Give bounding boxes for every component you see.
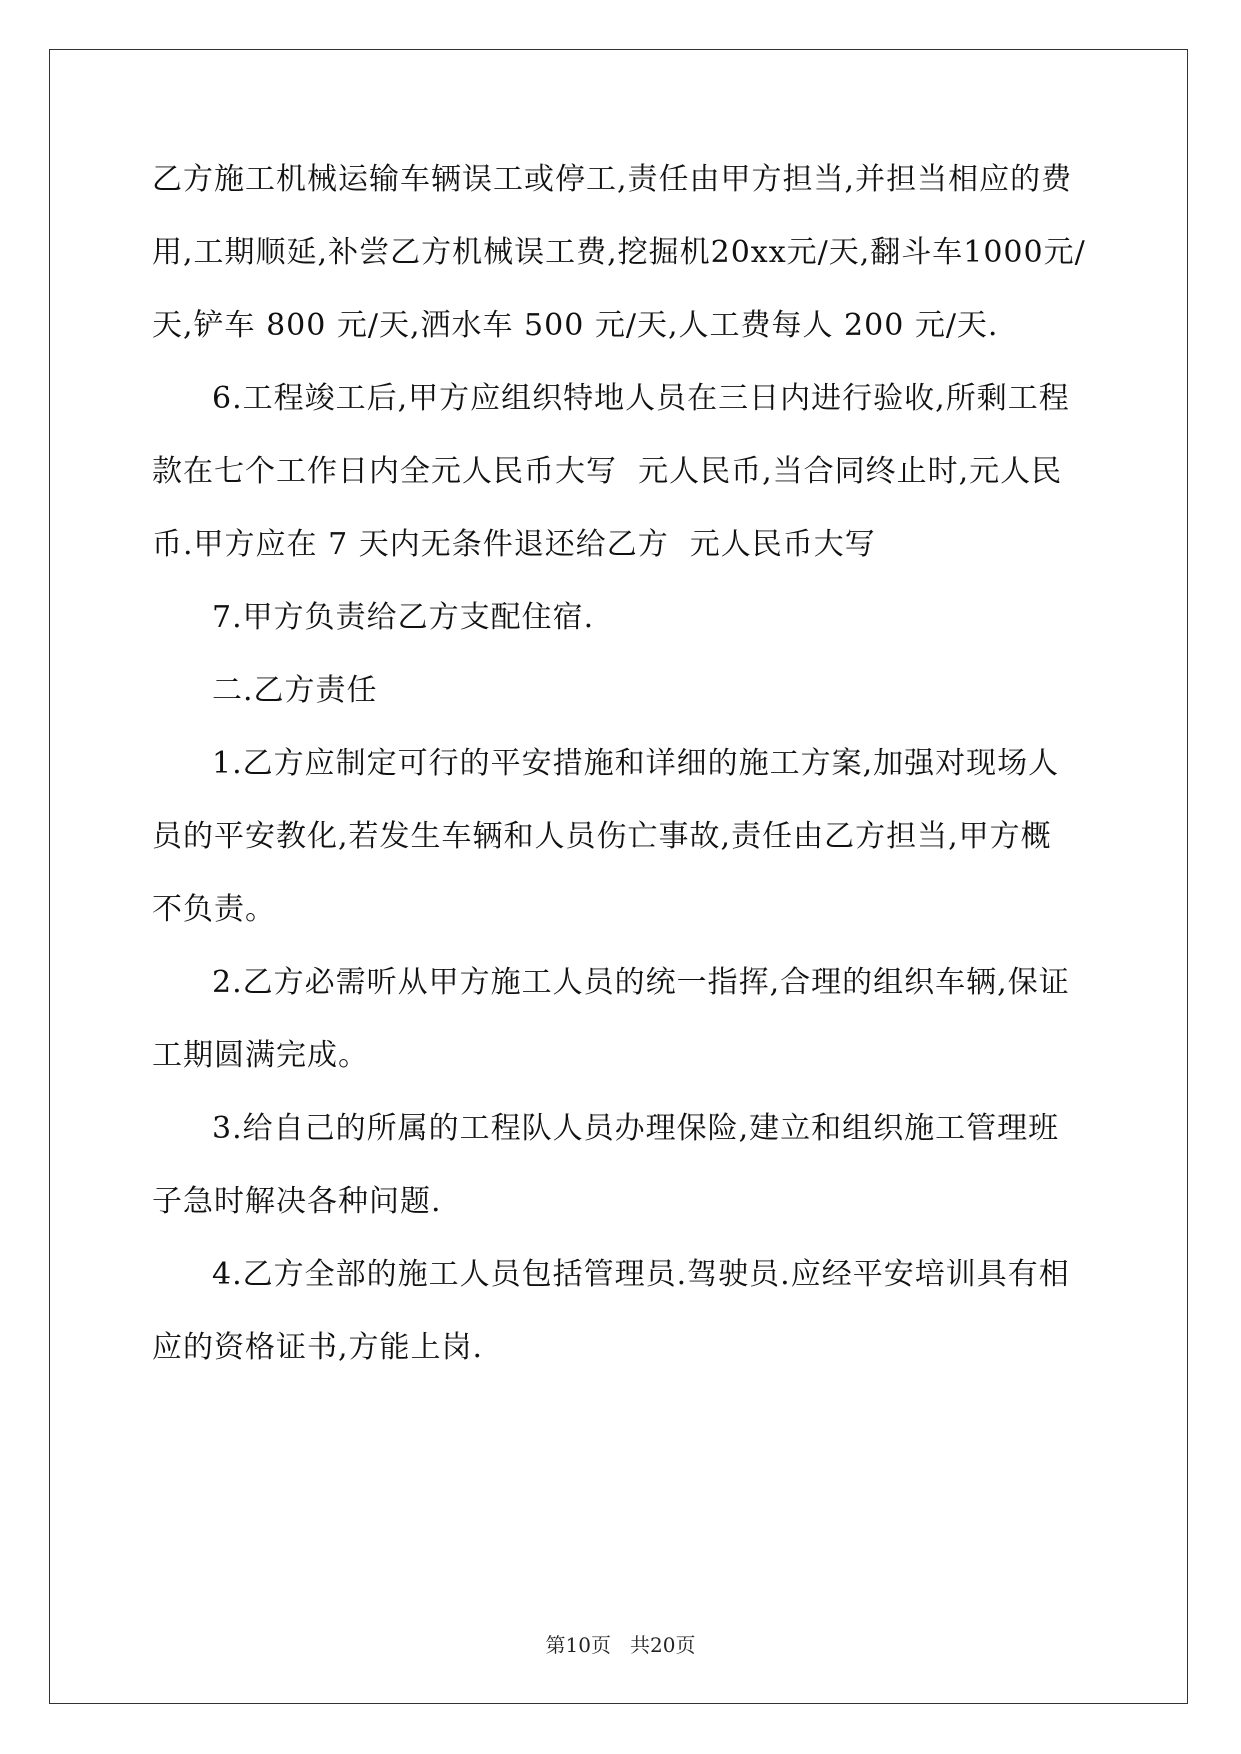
paragraph-6-line: 6.工程竣工后,甲方应组织特地人员在三日内进行验收,所剩工程 [212, 381, 1070, 416]
text-line: 子急时解决各种问题. [152, 1184, 442, 1219]
text-line: 币.甲方应在 7 天内无条件退还给乙方 元人民币大写 [152, 527, 876, 562]
paragraph-1-line: 1.乙方应制定可行的平安措施和详细的施工方案,加强对现场人 [212, 746, 1060, 781]
paragraph-2-line: 2.乙方必需听从甲方施工人员的统一指挥,合理的组织车辆,保证 [212, 965, 1070, 1000]
text-line: 款在七个工作日内全元人民币大写 元人民币,当合同终止时,元人民 [152, 454, 1063, 489]
paragraph-7-line: 7.甲方负责给乙方支配住宿. [212, 600, 595, 635]
page-border [49, 49, 1188, 1704]
section-heading: 二.乙方责任 [212, 673, 378, 708]
text-line: 工期圆满完成。 [152, 1038, 369, 1073]
text-line: 乙方施工机械运输车辆误工或停工,责任由甲方担当,并担当相应的费 [152, 162, 1073, 197]
page-number-footer: 第10页 共20页 [545, 1633, 696, 1657]
text-line: 应的资格证书,方能上岗. [152, 1330, 484, 1365]
text-line: 员的平安教化,若发生车辆和人员伤亡事故,责任由乙方担当,甲方概 [152, 819, 1052, 854]
text-line: 天,铲车 800 元/天,洒水车 500 元/天,人工费每人 200 元/天. [152, 308, 999, 343]
text-line: 用,工期顺延,补尝乙方机械误工费,挖掘机20xx元/天,翻斗车1000元/ [152, 235, 1086, 270]
text-line: 不负责。 [152, 892, 276, 927]
paragraph-3-line: 3.给自己的所属的工程队人员办理保险,建立和组织施工管理班 [212, 1111, 1060, 1146]
paragraph-4-line: 4.乙方全部的施工人员包括管理员.驾驶员.应经平安培训具有相 [212, 1257, 1070, 1292]
